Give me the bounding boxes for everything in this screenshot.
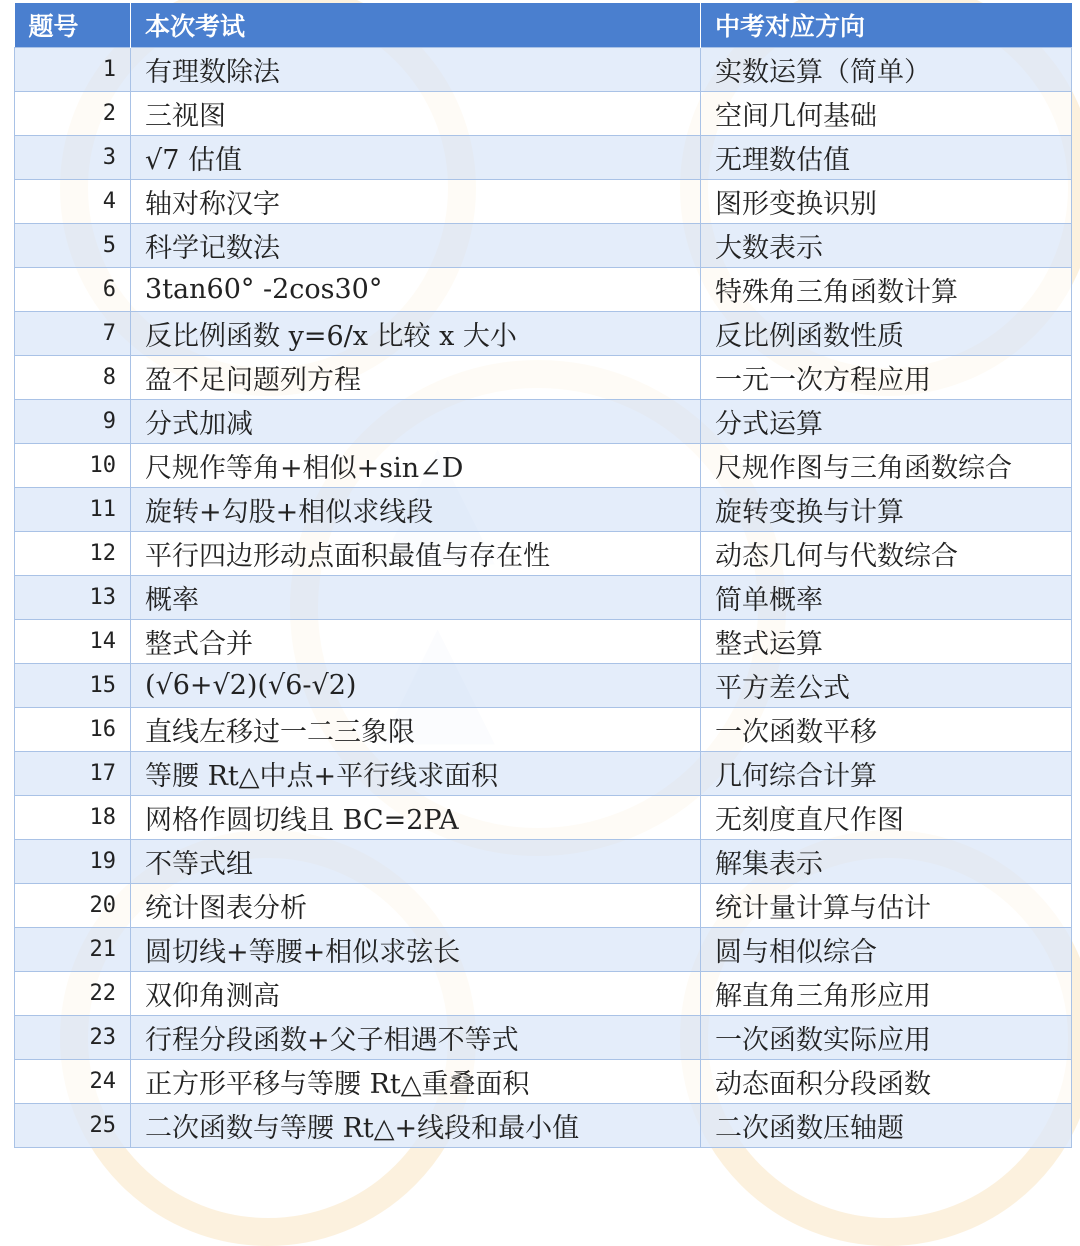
exam-direction: 无理数估值	[701, 136, 1072, 180]
table-row	[15, 664, 1072, 708]
exam-topic: 概率	[131, 576, 701, 620]
exam-topic: 行程分段函数+父子相遇不等式	[131, 1016, 701, 1060]
exam-direction: 空间几何基础	[701, 92, 1072, 136]
question-number: 14	[15, 620, 131, 664]
exam-topic: 3tan60° -2cos30°	[131, 268, 701, 312]
exam-topic: 整式合并	[131, 620, 701, 664]
exam-topic: 反比例函数 y=6/x 比较 x 大小	[131, 312, 701, 356]
table-row	[15, 136, 1072, 180]
table-row	[15, 576, 1072, 620]
question-number: 23	[15, 1016, 131, 1060]
exam-topic: 分式加减	[131, 400, 701, 444]
table-row	[15, 224, 1072, 268]
exam-topic: 尺规作等角+相似+sin∠D	[131, 444, 701, 488]
question-number: 13	[15, 576, 131, 620]
exam-direction: 无刻度直尺作图	[701, 796, 1072, 840]
table-row	[15, 312, 1072, 356]
table-row	[15, 532, 1072, 576]
table-row	[15, 752, 1072, 796]
exam-direction: 尺规作图与三角函数综合	[701, 444, 1072, 488]
question-number: 15	[15, 664, 131, 708]
table-row	[15, 620, 1072, 664]
table-row	[15, 1060, 1072, 1104]
table-row	[15, 884, 1072, 928]
exam-topic: 盈不足问题列方程	[131, 356, 701, 400]
exam-direction: 二次函数压轴题	[701, 1104, 1072, 1148]
table-row	[15, 444, 1072, 488]
exam-direction: 分式运算	[701, 400, 1072, 444]
question-number: 17	[15, 752, 131, 796]
table-row	[15, 92, 1072, 136]
table-row	[15, 928, 1072, 972]
question-number: 9	[15, 400, 131, 444]
question-number: 3	[15, 136, 131, 180]
question-number: 11	[15, 488, 131, 532]
exam-topic: √7 估值	[131, 136, 701, 180]
exam-topic: 科学记数法	[131, 224, 701, 268]
table-row	[15, 400, 1072, 444]
exam-direction: 解集表示	[701, 840, 1072, 884]
question-number: 12	[15, 532, 131, 576]
table-row	[15, 268, 1072, 312]
exam-topic: 旋转+勾股+相似求线段	[131, 488, 701, 532]
exam-topic: 等腰 Rt△中点+平行线求面积	[131, 752, 701, 796]
header-row	[15, 3, 1072, 48]
question-number: 18	[15, 796, 131, 840]
question-number: 16	[15, 708, 131, 752]
question-number: 24	[15, 1060, 131, 1104]
question-number: 5	[15, 224, 131, 268]
exam-direction: 实数运算（简单）	[701, 48, 1072, 92]
table-row	[15, 1016, 1072, 1060]
table-header	[15, 3, 1072, 48]
table-row	[15, 708, 1072, 752]
table-body	[15, 48, 1072, 1148]
exam-direction: 一元一次方程应用	[701, 356, 1072, 400]
exam-topic: 正方形平移与等腰 Rt△重叠面积	[131, 1060, 701, 1104]
question-number: 22	[15, 972, 131, 1016]
header-number: 题号	[15, 3, 131, 48]
exam-topic: 双仰角测高	[131, 972, 701, 1016]
table-row	[15, 48, 1072, 92]
exam-direction: 简单概率	[701, 576, 1072, 620]
exam-direction: 统计量计算与估计	[701, 884, 1072, 928]
question-number: 6	[15, 268, 131, 312]
exam-topic: 二次函数与等腰 Rt△+线段和最小值	[131, 1104, 701, 1148]
question-number: 2	[15, 92, 131, 136]
exam-direction: 特殊角三角函数计算	[701, 268, 1072, 312]
table-row	[15, 972, 1072, 1016]
exam-direction: 大数表示	[701, 224, 1072, 268]
exam-direction: 反比例函数性质	[701, 312, 1072, 356]
exam-direction: 一次函数平移	[701, 708, 1072, 752]
question-number: 21	[15, 928, 131, 972]
exam-direction: 整式运算	[701, 620, 1072, 664]
exam-topic: 网格作圆切线且 BC=2PA	[131, 796, 701, 840]
table-row	[15, 840, 1072, 884]
exam-direction: 几何综合计算	[701, 752, 1072, 796]
table-row	[15, 488, 1072, 532]
exam-direction: 动态面积分段函数	[701, 1060, 1072, 1104]
header-direction: 中考对应方向	[701, 3, 1072, 48]
exam-topic: (√6+√2)(√6-√2)	[131, 664, 701, 708]
exam-direction: 一次函数实际应用	[701, 1016, 1072, 1060]
header-exam-topic: 本次考试	[131, 3, 701, 48]
exam-topic: 有理数除法	[131, 48, 701, 92]
question-number: 4	[15, 180, 131, 224]
exam-topic: 不等式组	[131, 840, 701, 884]
exam-topic: 平行四边形动点面积最值与存在性	[131, 532, 701, 576]
question-number: 1	[15, 48, 131, 92]
table-row	[15, 796, 1072, 840]
knowledge-table	[14, 3, 1072, 1148]
question-number: 8	[15, 356, 131, 400]
exam-topic: 圆切线+等腰+相似求弦长	[131, 928, 701, 972]
question-number: 19	[15, 840, 131, 884]
exam-direction: 解直角三角形应用	[701, 972, 1072, 1016]
question-number: 7	[15, 312, 131, 356]
exam-direction: 图形变换识别	[701, 180, 1072, 224]
table-row	[15, 356, 1072, 400]
exam-direction: 平方差公式	[701, 664, 1072, 708]
exam-direction: 圆与相似综合	[701, 928, 1072, 972]
table-row	[15, 180, 1072, 224]
exam-topic: 直线左移过一二三象限	[131, 708, 701, 752]
table-row	[15, 1104, 1072, 1148]
question-number: 25	[15, 1104, 131, 1148]
question-number: 20	[15, 884, 131, 928]
question-number: 10	[15, 444, 131, 488]
exam-direction: 动态几何与代数综合	[701, 532, 1072, 576]
exam-direction: 旋转变换与计算	[701, 488, 1072, 532]
exam-topic: 轴对称汉字	[131, 180, 701, 224]
exam-topic: 三视图	[131, 92, 701, 136]
exam-topic: 统计图表分析	[131, 884, 701, 928]
